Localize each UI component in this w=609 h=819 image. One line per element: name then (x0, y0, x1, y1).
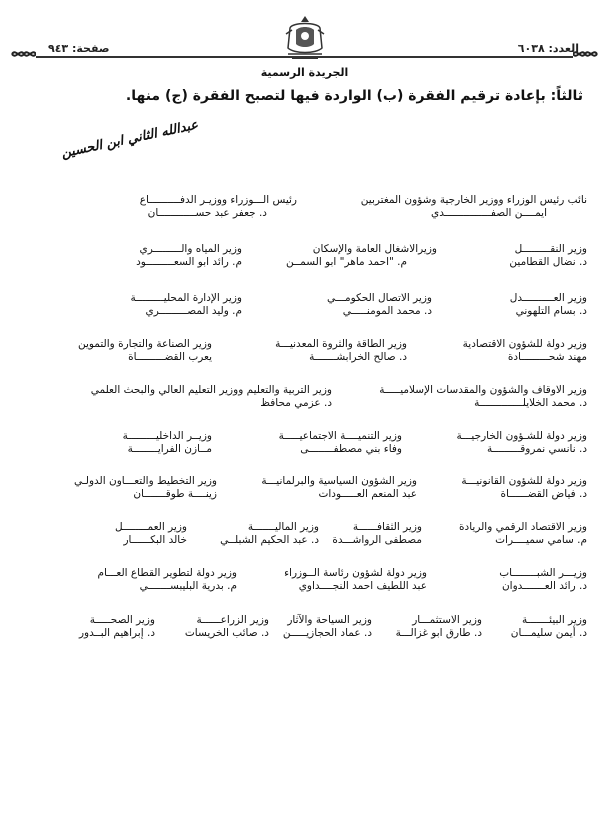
coat-of-arms-icon (282, 14, 328, 62)
minister-title: وزير التنميــــة الاجتماعيـــــة (278, 430, 402, 442)
minister-entry (284, 567, 427, 593)
minister-title: وزيـــر الشبــــــــاب (499, 567, 587, 579)
minister-name: د. رائد العـــــــدوان (501, 580, 587, 592)
minister-name: د. صائب الخريسات (184, 627, 269, 639)
minister-entry (136, 243, 242, 269)
minister-entry (74, 475, 217, 501)
minister-title: وزيــر الداخليـــــــــة (122, 430, 212, 442)
minister-entry (140, 194, 297, 220)
minister-entry (279, 430, 402, 456)
minister-entry (510, 292, 587, 318)
minister-name: م. "احمد ماهر" ابو السمــن (286, 256, 407, 268)
minister-title: وزير الثقافــــــة (352, 521, 422, 533)
minister-title: وزير الماليـــــــة (247, 521, 319, 533)
minister-entry (332, 521, 422, 547)
minister-entry (220, 521, 319, 547)
minister-title: وزير الصناعة والتجارة والتموين (77, 338, 212, 350)
minister-entry (461, 475, 587, 501)
minister-name: مهند شحـــــــــادة (507, 351, 587, 363)
minister-name: خالد البكــــــار (123, 534, 187, 546)
minister-entry (91, 384, 332, 410)
minister-entry (396, 614, 482, 640)
minister-title: وزير التربية والتعليم ووزير التعليم العالي والبحث العلمي (90, 384, 332, 396)
minister-title: وزير الصحـــــة (89, 614, 155, 626)
minister-entry (361, 194, 587, 220)
minister-title: نائب رئيس الوزراء ووزير الخارجية وشؤون المغتربين (360, 194, 587, 206)
minister-title: وزير العمــــــــل (114, 521, 187, 533)
minister-name: د. صالح الخرابشـــــــة (309, 351, 407, 363)
minister-name: د. طارق ابو غزالـــة (395, 627, 482, 639)
section-heading: ثالثاً: بإعادة ترقيم الفقرة (ب) الواردة فيها لتصبح الفقرة (ج) منها. (125, 88, 583, 104)
minister-title: وزير الاتصال الحكومـــي (326, 292, 432, 304)
minister-title: وزير دولة للشؤون القانونيـــة (461, 475, 587, 487)
minister-entry (130, 292, 242, 318)
minister-entry (185, 614, 269, 640)
minister-name: م. بدرية البليبســـــــي (139, 580, 237, 592)
minister-title: وزير الاستثمـــار (412, 614, 482, 626)
minister-title: وزير الطاقة والثروة المعدنيـــة (275, 338, 407, 350)
minister-title: وزير السياحة والآثار (287, 614, 372, 626)
minister-title: رئيس الـــوزراء ووزيـر الدفــــــــــاع (139, 194, 297, 206)
minister-title: وزير الزراعــــــة (196, 614, 269, 626)
minister-name: م. رائد ابو السعـــــــــود (136, 256, 242, 268)
minister-name: د. جعفر عبد حســــــــــــان (147, 207, 267, 219)
minister-title: وزير دولة لتطوير القطاع العـــام (97, 567, 237, 579)
minister-name: د. محمد المومنـــــي (342, 305, 432, 317)
minister-entry (379, 384, 587, 410)
minister-title: وزير البيئـــــــة (522, 614, 587, 626)
minister-title: وزير دولة لشؤون رئاسة الــوزراء (284, 567, 427, 579)
minister-entry (283, 614, 372, 640)
minister-name: زينــــة طوقـــــــان (133, 488, 217, 500)
minister-entry (79, 614, 155, 640)
minister-entry (509, 243, 587, 269)
minister-name: وفاء بني مصطفــــــــى (300, 443, 402, 455)
minister-entry (78, 338, 212, 364)
minister-entry (499, 567, 587, 593)
minister-name: د. نضال القطامين (509, 256, 587, 268)
minister-name: عبد اللطيف احمد النجــــداوي (298, 580, 427, 592)
minister-title: وزيرالاشغال العامة والإسكان (312, 243, 437, 255)
minister-name: د. محمد الخلايلــــــــــــــة (474, 397, 587, 409)
minister-name: د. نانسي نمروقـــــــــة (486, 443, 587, 455)
minister-name: د. عزمي محافظ (260, 397, 332, 409)
minister-entry (97, 567, 237, 593)
minister-name: د. إبراهيم البــدور (78, 627, 155, 639)
minister-title: وزير التخطيط والتعـــاون الدولـي (73, 475, 217, 487)
minister-name: يعرب القضـــــــــاة (128, 351, 212, 363)
minister-name: د. عماد الحجازيـــــن (282, 627, 372, 639)
minister-name: ايمــــن الصفـــــــــــــــدي (431, 207, 547, 219)
minister-name: م. سامي سميــــرات (495, 534, 587, 546)
minister-title: وزير دولة للشؤون الاقتصادية (462, 338, 587, 350)
minister-entry (463, 338, 587, 364)
minister-entry (261, 475, 417, 501)
minister-title: وزير العــــــــــدل (509, 292, 587, 304)
minister-entry (123, 430, 212, 456)
minister-entry (511, 614, 587, 640)
minister-title: وزير النقـــــــــل (514, 243, 587, 255)
minister-name: د. أيمن سليمـــان (510, 627, 587, 639)
minister-name: م. وليد المصـــــــــري (145, 305, 242, 317)
minister-name: د. عبد الحكيم الشبلــي (220, 534, 319, 546)
minister-title: وزير الشؤون السياسية والبرلمانيـــة (261, 475, 417, 487)
ornament-knot-icon (573, 48, 599, 60)
gazette-title: الجريدة الرسمية (260, 66, 349, 79)
minister-title: وزير الإدارة المحليـــــــــة (130, 292, 242, 304)
issue-number: العدد: ٦٠٣٨ (517, 42, 579, 55)
ornament-knot-icon (10, 48, 36, 60)
minister-entry (275, 338, 407, 364)
page-number: صفحة: ٩٤٣ (48, 42, 110, 55)
minister-name: عبد المنعم العـــــودات (318, 488, 417, 500)
minister-title: وزير الاوقاف والشؤون والمقدسات الإسلاميـــــة (379, 384, 587, 396)
minister-entry (459, 521, 587, 547)
minister-entry (286, 243, 437, 269)
minister-title: وزير المياه والـــــــــري (139, 243, 242, 255)
minister-name: مصطفى الرواشـــدة (332, 534, 422, 546)
minister-entry (457, 430, 587, 456)
royal-signature: عبدالله الثاني ابن الحسين (59, 117, 200, 162)
minister-name: مــازن الفرايــــــــة (127, 443, 212, 455)
minister-entry (115, 521, 187, 547)
minister-title: وزير الاقتصاد الرقمي والريادة (459, 521, 587, 533)
minister-entry (327, 292, 432, 318)
minister-name: د. فياض القضــــــاة (500, 488, 587, 500)
minister-title: وزير دولة للشـؤون الخارجيـــة (456, 430, 587, 442)
minister-name: د. بسام التلهوني (515, 305, 587, 317)
